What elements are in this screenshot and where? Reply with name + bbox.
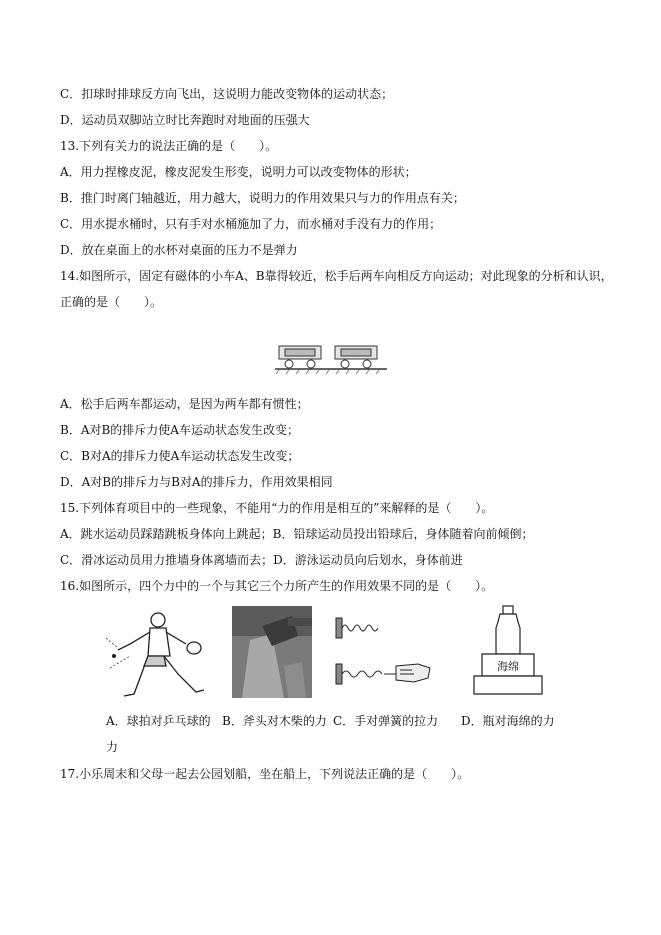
q16-caption-b: B．斧头对木柴的力: [222, 714, 327, 728]
q13-option-d: D．放在桌面上的水杯对桌面的压力不是弹力: [60, 243, 298, 257]
q14-option-d: D．A对B的排斥力与B对A的排斥力，作用效果相同: [60, 475, 333, 489]
q16-figure-c-spring: [334, 608, 434, 694]
q13-option-c: C．用水提水桶时，只有手对水桶施加了力，而水桶对手没有力的作用；: [60, 217, 442, 231]
q13-option-a: A．用力捏橡皮泥，橡皮泥发生形变，说明力可以改变物体的形状；: [60, 165, 417, 179]
q12-option-c: C．扣球时排球反方向飞出，这说明力能改变物体的运动状态；: [60, 87, 394, 101]
q14-option-a: A．松手后两车都运动，是因为两车都有惯性；: [60, 397, 309, 411]
q14-cart-figure: [275, 342, 387, 376]
q16-caption-a: A．球拍对乒乓球的: [106, 714, 211, 728]
q16-caption-c: C．手对弹簧的拉力: [333, 714, 439, 728]
q13-stem: 13.下列有关力的说法正确的是（ ）。: [60, 139, 278, 153]
q16-caption-d: D．瓶对海绵的力: [461, 714, 555, 728]
q14-option-b: B．A对B的排斥力使A车运动状态发生改变；: [60, 423, 299, 437]
q13-option-b: B．推门时离门轴越近，用力越大，说明力的作用效果只与力的作用点有关；: [60, 191, 465, 205]
q16-caption-a-wrap: 力: [106, 740, 119, 754]
q16-figure-d-sponge: [470, 604, 546, 700]
q14-stem-cont: 正确的是（ ）。: [60, 295, 163, 309]
q16-figure-b-axe: [232, 606, 312, 698]
q14-stem: 14.如图所示，固定有磁体的小车A、B靠得较近，松手后两车向相反方向运动；对此现象的分析和认识，: [60, 269, 613, 283]
q16-figure-a-player: [104, 608, 210, 703]
q17-stem: 17.小乐周末和父母一起去公园划船，坐在船上，下列说法正确的是（ ）。: [60, 767, 470, 781]
sponge-label: 海绵: [497, 661, 519, 673]
q15-options-cd: C．滑冰运动员用力推墙身体离墙而去；D．游泳运动员向后划水，身体前进: [60, 553, 463, 567]
q15-options-ab: A．跳水运动员踩踏跳板身体向上跳起；B．铅球运动员投出铅球后，身体随着向前倾倒；: [60, 527, 534, 541]
q15-stem: 15.下列体育项目中的一些现象，不能用“力的作用是相互的”来解释的是（ ）。: [60, 501, 494, 515]
q16-stem: 16.如图所示，四个力中的一个与其它三个力所产生的作用效果不同的是（ ）。: [60, 579, 494, 593]
q12-option-d: D．运动员双脚站立时比奔跑时对地面的压强大: [60, 113, 310, 127]
q14-option-c: C．B对A的排斥力使A车运动状态发生改变；: [60, 449, 300, 463]
